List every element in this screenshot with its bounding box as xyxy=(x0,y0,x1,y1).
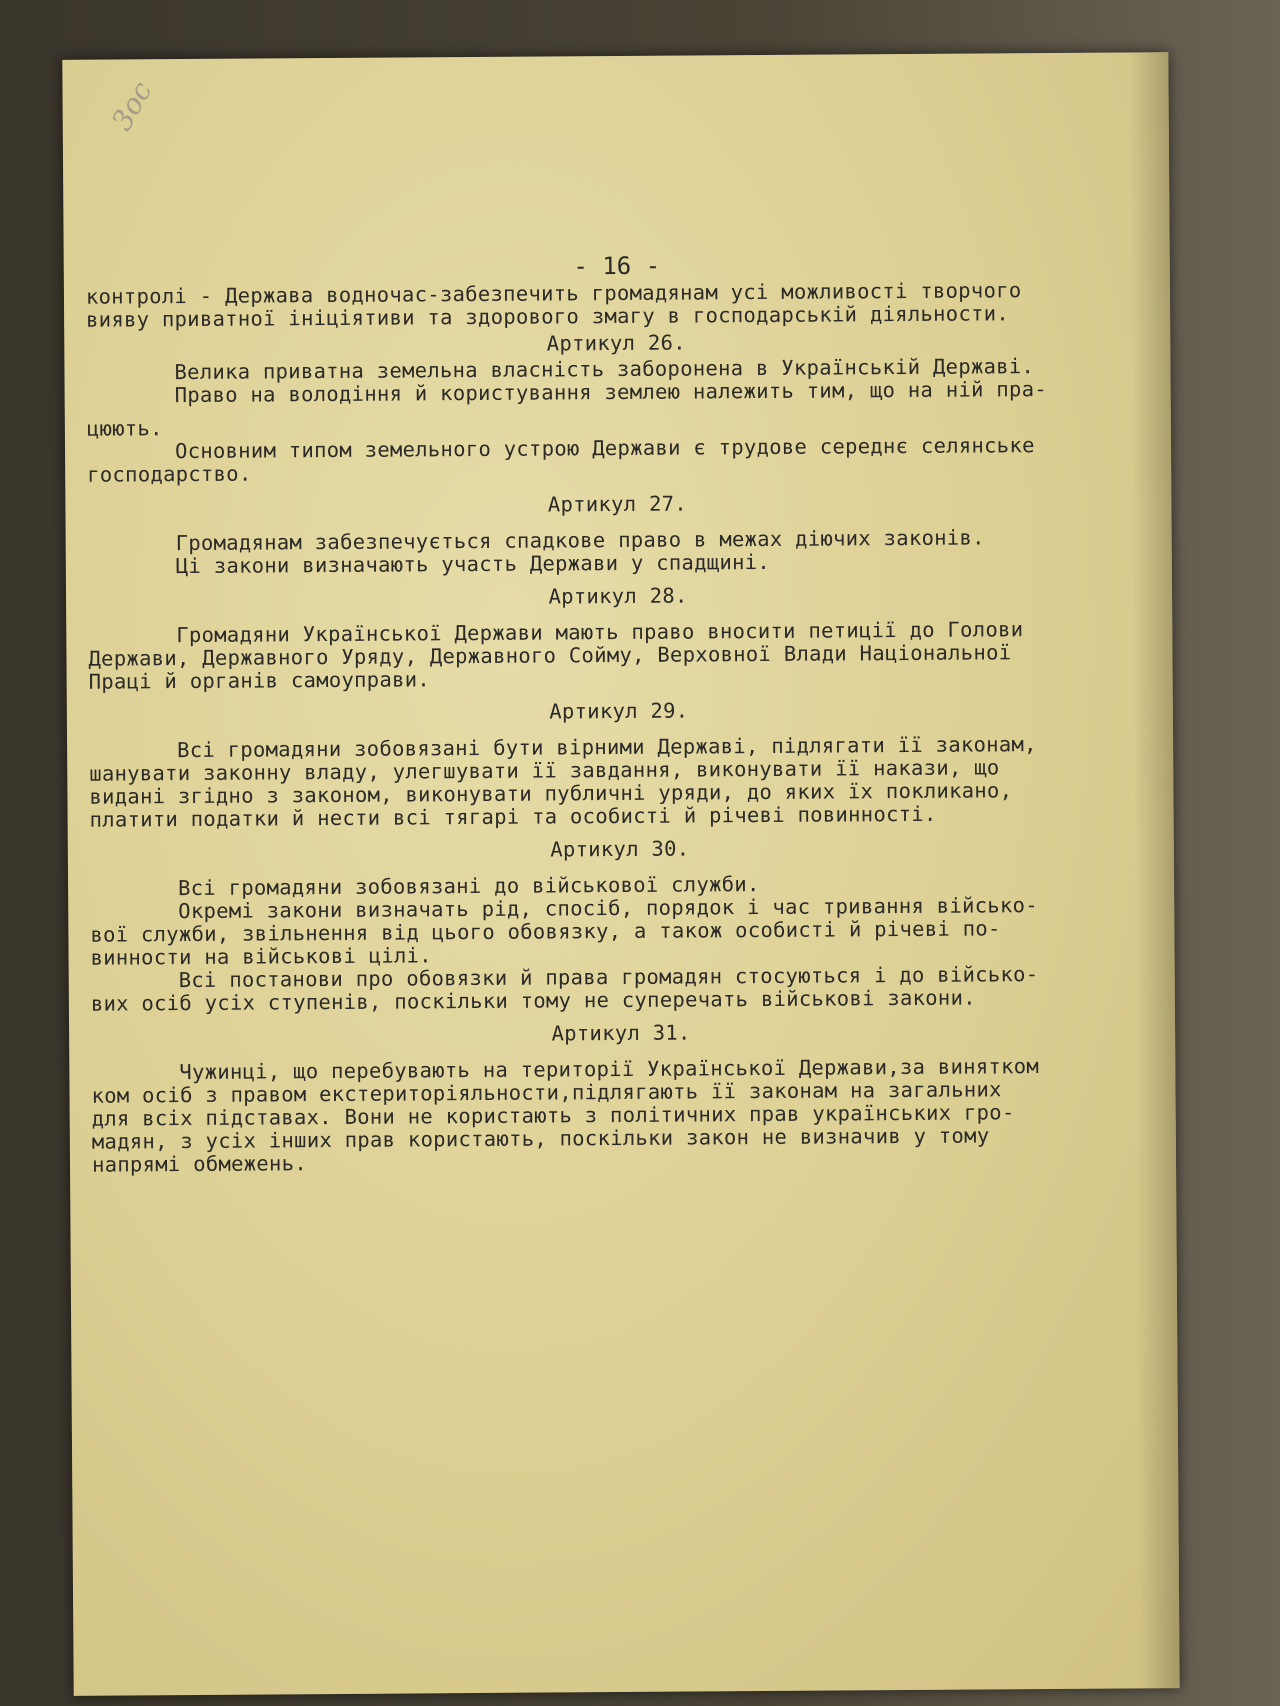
text-line: Громадяни Української Держави мають право вносити петиції до Голови xyxy=(176,617,1024,648)
article-28 xyxy=(88,577,1149,693)
text-line: Громадянам забезпечується спадкове право в межах діючих законів. xyxy=(175,525,985,556)
article-heading: Артикул 30. xyxy=(550,836,690,862)
text-line: Держави, Державного Уряду, Державного Сойму, Верховної Влади Національної xyxy=(88,640,1012,671)
text-line: цюють. xyxy=(86,416,163,441)
text-line: Основним типом земельного устрою Держави є трудове середнє селянське xyxy=(174,433,1035,464)
text-line: Всі постанови про обовязки й права громадян стосуються і до військо- xyxy=(178,962,1039,993)
pencil-mark: 3ос xyxy=(105,75,159,136)
page-number: - 16 - xyxy=(573,251,661,281)
text-line: ком осіб з правом екстериторіяльности,підлягають її законам на загальних xyxy=(91,1077,1002,1108)
text-line: вої служби, звільнення від цього обовязку, а також особисті й річеві по- xyxy=(90,916,1001,947)
article-30 xyxy=(90,830,1151,1015)
document-body xyxy=(86,278,1152,1182)
article-27 xyxy=(87,485,1148,578)
text-line: контролі - Держава водночас-забезпечить громадянам усі можливості творчого xyxy=(85,278,1022,309)
text-line: винности на військові цілі. xyxy=(90,943,432,970)
text-line: Право на володіння й користування землею належить тим, що на ній пра- xyxy=(174,377,1048,408)
article-heading: Артикул 26. xyxy=(546,330,686,356)
text-line: шанувати законну владу, улегшувати її завдання, виконувати її накази, що xyxy=(89,755,1000,786)
document-page xyxy=(62,52,1179,1696)
text-line: Ці закони визначають участь Держави у спадщині. xyxy=(175,549,771,579)
article-heading: Артикул 27. xyxy=(547,491,688,517)
text-line: Велика приватна земельна власність заборонена в Українській Державі. xyxy=(174,354,1035,385)
article-26 xyxy=(86,324,1147,486)
text-line: мадян, з усіх інших прав користають, поскільки закон не визначив у тому xyxy=(91,1123,990,1154)
text-line: видані згідно з законом, виконувати публичні уряди, до яких їх покликано, xyxy=(89,778,1013,809)
text-line: вияву приватної ініціятиви та здорового змагу в господарській діяльности. xyxy=(86,301,1010,332)
text-line: для всіх підставах. Вони не користають з політичних прав українських гро- xyxy=(91,1100,1015,1131)
article-heading: Артикул 29. xyxy=(549,698,689,724)
text-line: Всі громадяни зобовязані до військової служби. xyxy=(178,872,760,901)
text-line: Всі громадяни зобовязані бути вірними Державі, підлягати її законам, xyxy=(177,732,1037,763)
text-line: напрямі обмежень. xyxy=(91,1151,308,1177)
article-29 xyxy=(89,692,1150,831)
text-line: вих осіб усіх ступенів, поскільки тому не суперечать військові закони. xyxy=(90,985,976,1016)
text-line: Чужинці, що перебувають на території Української Держави,за винятком xyxy=(179,1054,1040,1085)
article-31 xyxy=(91,1014,1152,1176)
text-line: Окремі закони визначать рід, спосіб, порядок і час тривання військо- xyxy=(178,893,1038,924)
continuation-paragraph xyxy=(86,278,1146,331)
article-heading: Артикул 31. xyxy=(551,1020,691,1046)
text-line: платити податки й нести всі тягарі та особисті й річеві повинності. xyxy=(89,801,937,832)
article-heading: Артикул 28. xyxy=(548,583,688,609)
text-line: Праці й органів самоуправи. xyxy=(88,667,431,694)
text-line: господарство. xyxy=(87,461,252,487)
